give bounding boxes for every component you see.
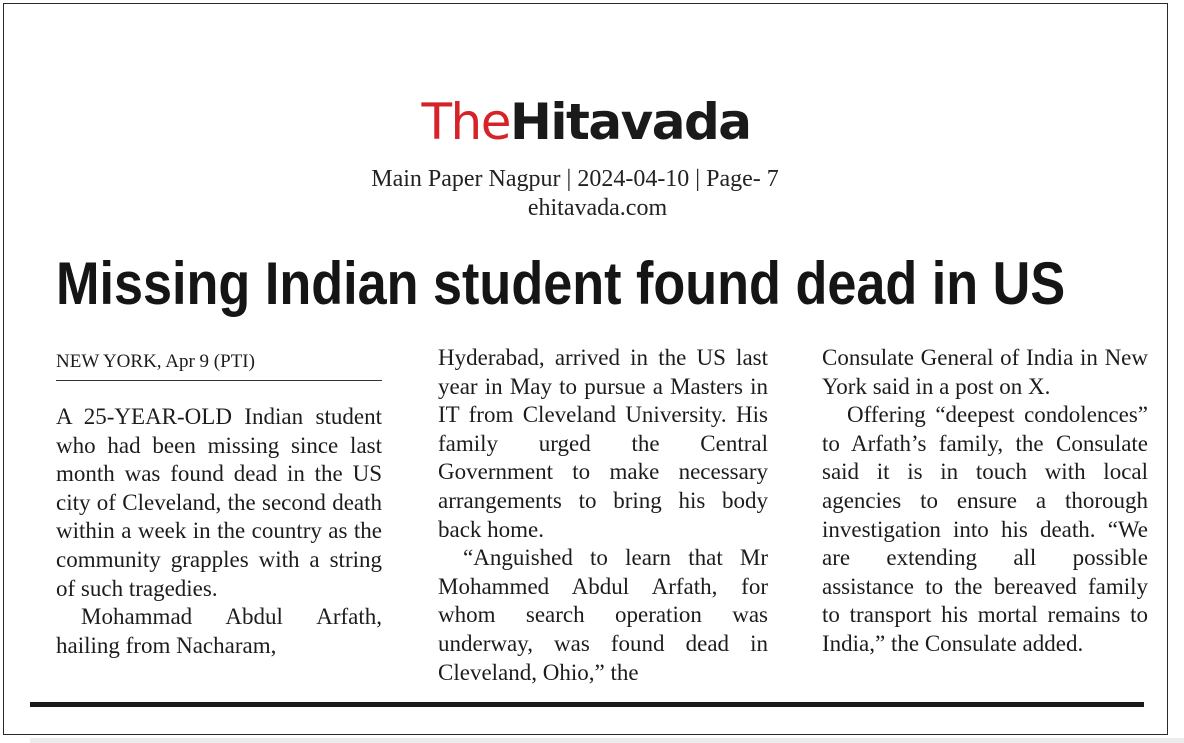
column-2-paragraph-1: Hyderabad, arrived in the US last year in May to pursue a Masters in IT from Cleveland University. His family urged the Central Government to make necessary arrangements to bring his body back home.	[438, 345, 768, 542]
column-1-paragraph-1: A 25-YEAR-OLD Indian student who had been missing since last month was found dead in the US city of Cleveland, the second death within a week in the country as the community grapples with a string of such tragedies.	[56, 404, 382, 601]
article-column-3	[822, 344, 1148, 659]
column-2-paragraph-2: “Anguished to learn that Mr Mohammed Abdul Arfath, for whom search operation was underway, was found dead in Cleveland, Ohio,” the	[438, 545, 768, 685]
masthead-logo	[0, 92, 1172, 152]
column-3-paragraph-2: Offering “deepest condolences” to Arfath’s family, the Consulate said it is in touch with local agencies to ensure a thorough investigation into his death. “We are extending all possible assistance to the bereaved family to transport his mortal remains to India,” the Consulate added.	[822, 402, 1148, 656]
website-line: ehitavada.com	[527, 195, 668, 221]
column-3-paragraph-1: Consulate General of India in New York said in a post on X.	[822, 345, 1148, 399]
page-bottom-strip	[30, 738, 1184, 743]
article-column-2	[438, 344, 768, 687]
edition-meta-line: Main Paper Nagpur | 2024-04-10 | Page- 7	[371, 166, 779, 192]
article-dateline: NEW YORK, Apr 9 (PTI)	[56, 350, 382, 381]
masthead-name: Hitavada	[510, 93, 751, 151]
masthead-the: The	[421, 93, 510, 151]
article-bottom-rule	[30, 702, 1144, 707]
article-headline: Missing Indian student found dead in US	[56, 250, 1066, 317]
article-column-1	[56, 344, 382, 660]
column-1-paragraph-2: Mohammad Abdul Arfath, hailing from Nacharam,	[56, 604, 382, 658]
